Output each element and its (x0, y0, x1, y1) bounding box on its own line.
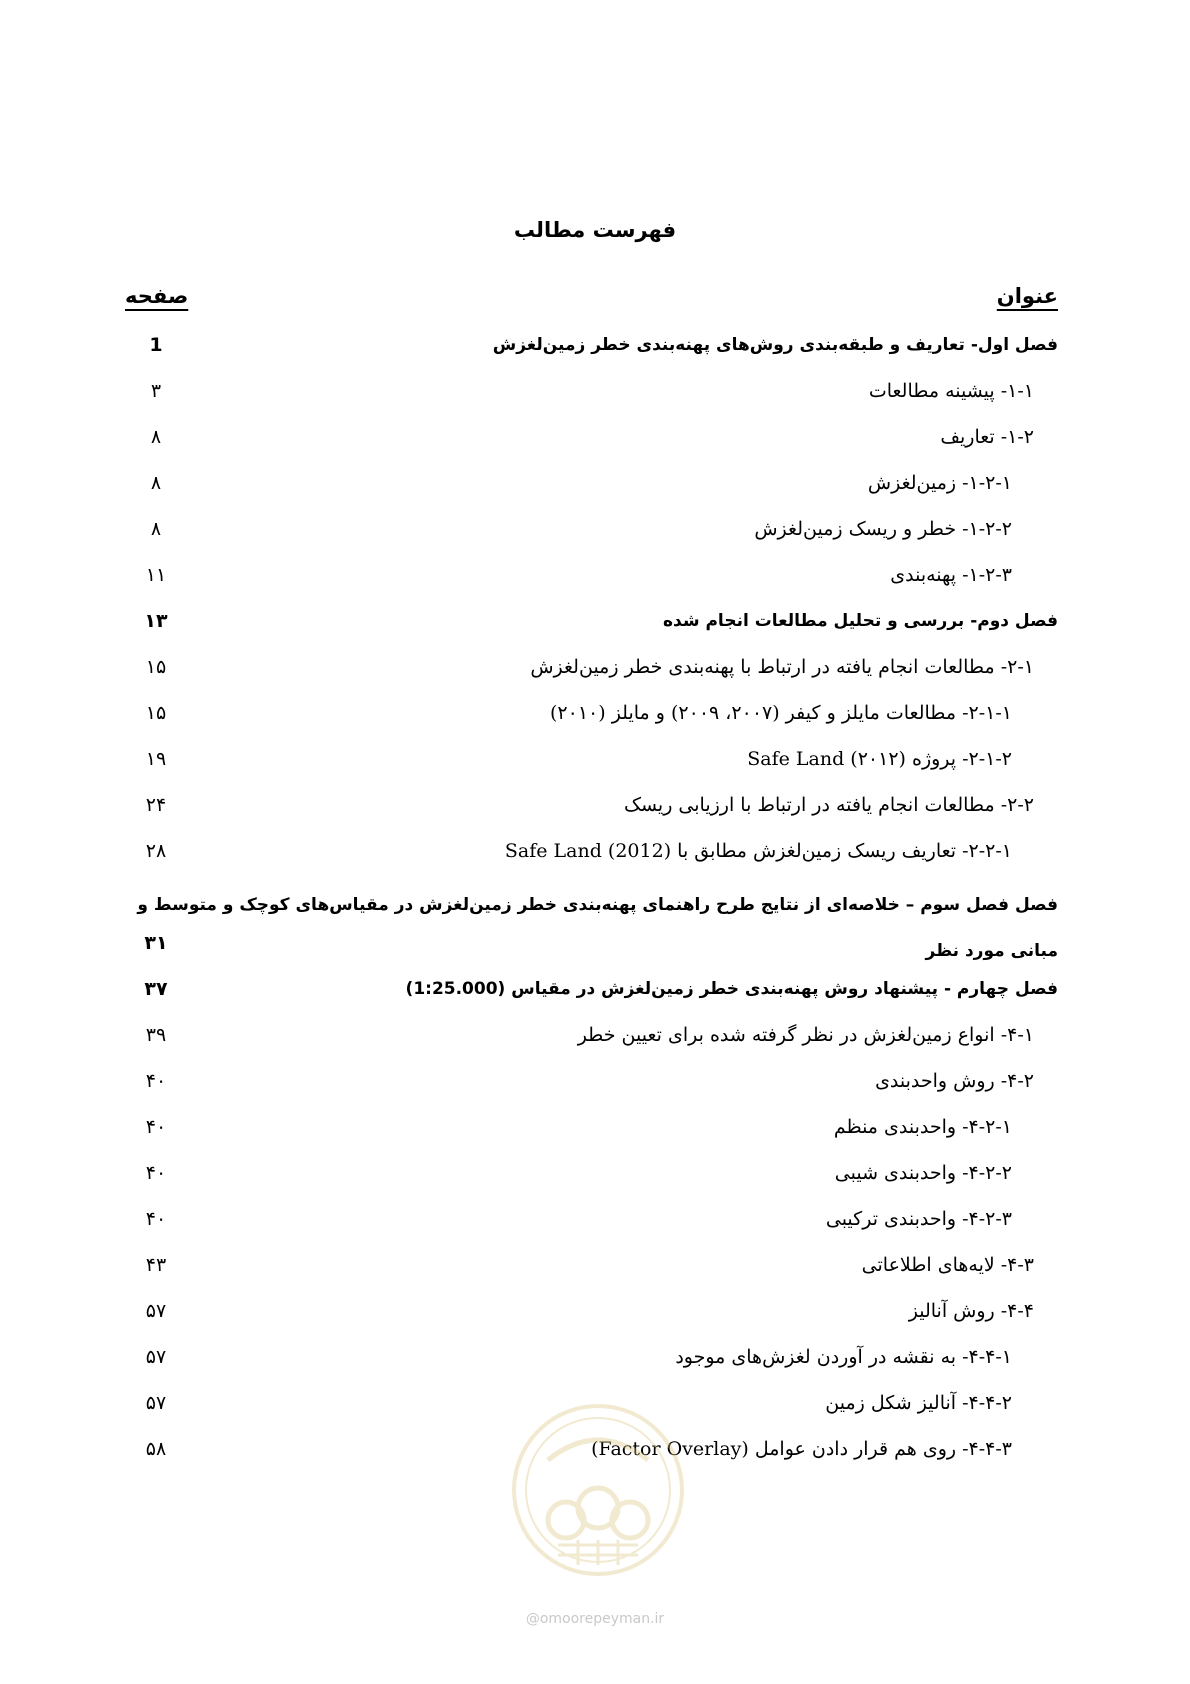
toc-entry-title: ۴-۲-۲- واحدبندی شیبی (834, 1162, 1012, 1184)
toc-entry-title: ۱-۱- پیشینه مطالعات (868, 380, 1034, 402)
toc-entry-page: ۳ (150, 380, 162, 402)
toc-entry (0, 514, 1190, 560)
toc-entry-title: ۱-۲- تعاریف (940, 426, 1034, 448)
toc-entry-page: ۸ (150, 518, 162, 540)
toc-entry (0, 330, 1190, 376)
page-title: فهرست مطالب (513, 218, 677, 242)
toc-entry-page: ۱۵ (145, 656, 167, 678)
toc-entry-title: ۱-۲-۳- پهنه‌بندی (890, 564, 1012, 586)
toc-entry-page: 1 (149, 334, 163, 356)
toc-entry (0, 1296, 1190, 1342)
toc-entry-page: ۲۸ (145, 840, 167, 862)
toc-entry-title: ۴-۲-۳- واحدبندی ترکیبی (825, 1208, 1012, 1230)
toc-entry (0, 468, 1190, 514)
column-header-subject: عنوان (996, 284, 1058, 308)
toc-entry-title: ۲-۲- مطالعات انجام یافته در ارتباط با ارزیابی ریسک (623, 794, 1034, 816)
toc-entry (0, 1204, 1190, 1250)
toc-entry-page: ۴۰ (145, 1162, 167, 1184)
toc-entry (0, 1112, 1190, 1158)
toc-entry-title: ۴-۴-۲- آنالیز شکل زمین (825, 1392, 1012, 1414)
toc-entry-title: ۴-۴-۳- روی هم قرار دادن عوامل (Factor Overlay) (591, 1438, 1012, 1460)
toc-entry-page: ۲۴ (145, 794, 167, 816)
toc-entry (0, 698, 1190, 744)
toc-entry-page: ۱۵ (145, 702, 167, 724)
toc-entry-title: ۲-۱-۱- مطالعات مایلز و کیفر (۲۰۰۷، ۲۰۰۹) و مایلز (۲۰۱۰) (550, 702, 1012, 724)
watermark-site: @omoorepeyman.ir (525, 1611, 665, 1627)
toc-entry-page: ۸ (150, 472, 162, 494)
toc-entry-page: ۴۳ (145, 1254, 167, 1276)
toc-entry (0, 560, 1190, 606)
toc-entry-title: ۱-۲-۲- خطر و ریسک زمین‌لغزش (754, 518, 1012, 540)
publisher-seal-icon (508, 1400, 688, 1580)
toc-entry-title: ۴-۲- روش واحدبندی (875, 1070, 1034, 1092)
toc-entry (0, 376, 1190, 422)
toc-entry-title: فصل دوم- بررسی و تحلیل مطالعات انجام شده (662, 611, 1058, 631)
toc-entry-page: ۸ (150, 426, 162, 448)
toc-entry-page: ۵۸ (145, 1438, 167, 1460)
toc-entry-title: فصل اول- تعاریف و طبقه‌بندی روش‌های پهنه‌بندی خطر زمین‌لغزش (492, 335, 1058, 355)
toc-entry-title: ۴-۴- روش آنالیز (908, 1300, 1034, 1322)
toc-entry-title: ۱-۲-۱- زمین‌لغزش (867, 472, 1012, 494)
toc-entry (0, 882, 1190, 974)
toc-entry-title: ۴-۱- انواع زمین‌لغزش در نظر گرفته شده برای تعیین خطر (577, 1024, 1034, 1046)
toc-entry (0, 1342, 1190, 1388)
toc-entry (0, 1250, 1190, 1296)
toc-entry (0, 744, 1190, 790)
toc-entry-title: ۴-۴-۱- به نقشه در آوردن لغزش‌های موجود (675, 1346, 1012, 1368)
toc-entry (0, 836, 1190, 882)
toc-entry-page: ۴۰ (145, 1116, 167, 1138)
toc-entry-page: ۳۹ (145, 1024, 167, 1046)
toc-entry-title: ۲-۱- مطالعات انجام یافته در ارتباط با پهنه‌بندی خطر زمین‌لغزش (530, 656, 1034, 678)
toc-entry-title: ۴-۳- لایه‌های اطلاعاتی (861, 1254, 1034, 1276)
toc-entry (0, 1066, 1190, 1112)
toc-entry-page: ۵۷ (145, 1300, 167, 1322)
toc-entry (0, 1158, 1190, 1204)
table-of-contents (0, 330, 1190, 1480)
toc-entry-title: فصل فصل سوم – خلاصه‌ای از نتایج طرح راهنمای پهنه‌بندی خطر زمین‌لغزش در مقیاس‌های کوچک و متوسط و مبانی مورد نظر (137, 895, 1058, 961)
toc-entry (0, 606, 1190, 652)
toc-entry-page: ۴۰ (145, 1208, 167, 1230)
toc-entry-title: فصل چهارم - پیشنهاد روش پهنه‌بندی خطر زمین‌لغزش در مقیاس (1:25.000) (405, 979, 1058, 999)
toc-entry-title: ۲-۲-۱- تعاریف ریسک زمین‌لغزش مطابق با Safe Land (2012) (504, 840, 1012, 862)
toc-entry (0, 790, 1190, 836)
column-header-page: صفحه (125, 284, 189, 308)
toc-entry-page: ۱۱ (145, 564, 167, 586)
toc-entry (0, 1020, 1190, 1066)
toc-entry-page: ۳۷ (144, 978, 168, 1000)
toc-entry-page: ۵۷ (145, 1346, 167, 1368)
toc-entry-page: ۳۱ (144, 932, 168, 954)
toc-entry (0, 422, 1190, 468)
toc-entry (0, 974, 1190, 1020)
toc-entry-title: ۴-۲-۱- واحدبندی منظم (833, 1116, 1012, 1138)
toc-entry-page: ۵۷ (145, 1392, 167, 1414)
toc-entry-title: ۲-۱-۲- پروژه Safe Land (۲۰۱۲) (747, 748, 1012, 770)
toc-entry-page: ۱۳ (144, 610, 168, 632)
toc-entry (0, 652, 1190, 698)
toc-entry-page: ۱۹ (145, 748, 167, 770)
toc-entry-page: ۴۰ (145, 1070, 167, 1092)
